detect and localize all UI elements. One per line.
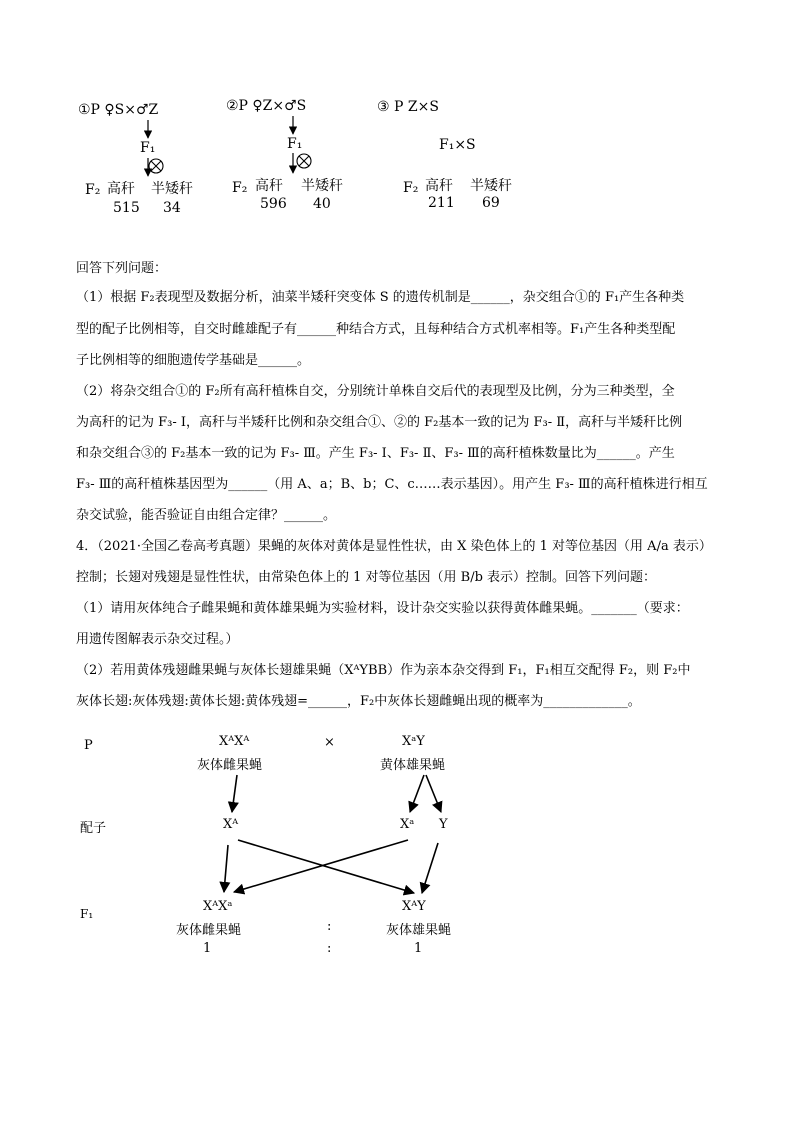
row-label-p: P bbox=[84, 738, 93, 753]
ratio-right: 1 bbox=[414, 941, 423, 956]
cross2-count-tall: 596 bbox=[260, 196, 287, 212]
female-parent-genotype: XᴬXᴬ bbox=[219, 734, 250, 749]
cross2-f2-dwarf: 半矮秆 bbox=[301, 178, 343, 194]
offspring-male-genotype: XᴬY bbox=[402, 899, 426, 914]
gamete-male-y: Y bbox=[439, 817, 448, 832]
cross2-f2-label: F₂ bbox=[232, 180, 248, 196]
cross3-f2-label: F₂ bbox=[403, 180, 419, 196]
cross-symbol: × bbox=[324, 735, 335, 750]
cross3-count-dwarf: 69 bbox=[482, 195, 500, 211]
q4-1-line-2: 用遗传图解表示杂交过程。） bbox=[76, 632, 239, 647]
q4-1-line-1: （1）请用灰体纯合子雌果蝇和黄体雄果蝇为实验材料，设计杂交实验以获得黄体雌果蝇。_______（要求： bbox=[76, 601, 689, 616]
cross3-f2-dwarf: 半矮秆 bbox=[470, 178, 512, 194]
arrow-male-to-gamete-y bbox=[426, 775, 441, 812]
q2-line-5: 杂交试验，能否验证自由组合定律？______。 bbox=[76, 508, 337, 523]
female-parent-name: 灰体雌果蝇 bbox=[197, 758, 263, 773]
q4-2-line-1: （2）若用黄体残翅雌果蝇与灰体长翅雄果蝇（XᴬYBB）作为亲本杂交得到 F₁，F₁相互交配得 F₂，则 F₂中 bbox=[76, 663, 691, 678]
ratio-left: 1 bbox=[203, 941, 212, 956]
cross2-count-dwarf: 40 bbox=[313, 196, 331, 212]
offspring-female-genotype: XᴬXᵃ bbox=[203, 899, 233, 914]
q4-2-line-2: 灰体长翅:灰体残翅:黄体长翅:黄体残翅=______，F₂中灰体长翅雌蝇出现的概率为_____________。 bbox=[76, 694, 641, 709]
male-parent-genotype: XᵃY bbox=[402, 734, 425, 749]
q4-line-2: 控制；长翅对残翅是显性性状，由常染色体上的 1 对等位基因（用 B/b 表示）控制。回答下列问题： bbox=[76, 570, 657, 585]
arrow-y-to-male-offspring bbox=[422, 843, 438, 893]
cross1-f1-label: F₁ bbox=[140, 140, 156, 156]
ratio-colon-2: : bbox=[327, 941, 332, 956]
cross2-f1-label: F₁ bbox=[287, 136, 303, 152]
cross2-parent-line: ②P ♀Z×♂S bbox=[226, 98, 307, 114]
gamete-female-xa: Xᴬ bbox=[223, 817, 239, 832]
cross2-selfing-symbol bbox=[297, 154, 311, 168]
row-label-gamete: 配子 bbox=[80, 821, 107, 836]
cross1-f2-tall: 高秆 bbox=[107, 181, 135, 197]
q2-line-2: 为高秆的记为 F₃- Ⅰ，高秆与半矮秆比例和杂交组合①、②的 F₂基本一致的记为 F₃- Ⅱ，高秆与半矮秆比例 bbox=[76, 415, 683, 430]
cross1-parent-line: ①P ♀S×♂Z bbox=[78, 102, 159, 118]
gamete-male-xa: Xᵃ bbox=[400, 817, 415, 832]
male-parent-name: 黄体雄果蝇 bbox=[380, 758, 446, 773]
q4-line-1: 4．（2021·全国乙卷高考真题）果蝇的灰体对黄体是显性性状，由 X 染色体上的 1 对等位基因（用 A/a 表示） bbox=[76, 539, 712, 554]
arrow-xa-to-male-offspring bbox=[238, 840, 414, 893]
cross3-parent-line: ③ P Z×S bbox=[377, 99, 439, 115]
cross1-count-dwarf: 34 bbox=[163, 200, 181, 216]
cross3-f2-tall: 高秆 bbox=[425, 178, 453, 194]
ratio-colon-1: : bbox=[327, 919, 332, 934]
offspring-male-name: 灰体雄果蝇 bbox=[386, 923, 452, 938]
arrow-female-to-gamete bbox=[232, 775, 237, 812]
cross1-count-tall: 515 bbox=[113, 200, 140, 216]
q2-line-3: 和杂交组合③的 F₂基本一致的记为 F₃- Ⅲ。产生 F₃- Ⅰ、F₃- Ⅱ、F₃- Ⅲ的高秆植株数量比为______。产生 bbox=[76, 446, 675, 461]
arrow-xa-male-to-female-offspring bbox=[234, 840, 408, 892]
cross1-selfing-symbol bbox=[149, 159, 163, 173]
answer-intro: 回答下列问题： bbox=[76, 261, 168, 276]
q2-line-4: F₃- Ⅲ的高秆植株基因型为______（用 A、a；B、b；C、c……表示基因）。用产生 F₃- Ⅲ的高秆植株进行相互 bbox=[76, 477, 708, 492]
cross1-f2-label: F₂ bbox=[85, 182, 101, 198]
q1-line-2: 型的配子比例相等，自交时雌雄配子有______种结合方式，且每种结合方式机率相等。F₁产生各种类型配 bbox=[76, 322, 676, 337]
offspring-female-name: 灰体雌果蝇 bbox=[176, 923, 242, 938]
cross3-count-tall: 211 bbox=[428, 195, 455, 211]
q1-line-3: 子比例相等的细胞遗传学基础是______。 bbox=[76, 353, 311, 368]
row-label-f1: F₁ bbox=[80, 907, 94, 921]
q1-line-1: （1）根据 F₂表现型及数据分析，油菜半矮秆突变体 S 的遗传机制是______，杂交组合①的 F₁产生各种类 bbox=[76, 290, 685, 305]
cross3-f1-cross: F₁×S bbox=[439, 137, 476, 153]
arrow-xa-to-female-offspring bbox=[224, 845, 228, 892]
arrow-male-to-gamete-x bbox=[410, 775, 424, 812]
cross2-f2-tall: 高秆 bbox=[255, 178, 283, 194]
q2-line-1: （2）将杂交组合①的 F₂所有高秆植株自交，分别统计单株自交后代的表现型及比例，分为三种类型，全 bbox=[76, 384, 675, 399]
cross1-f2-dwarf: 半矮秆 bbox=[151, 181, 193, 197]
